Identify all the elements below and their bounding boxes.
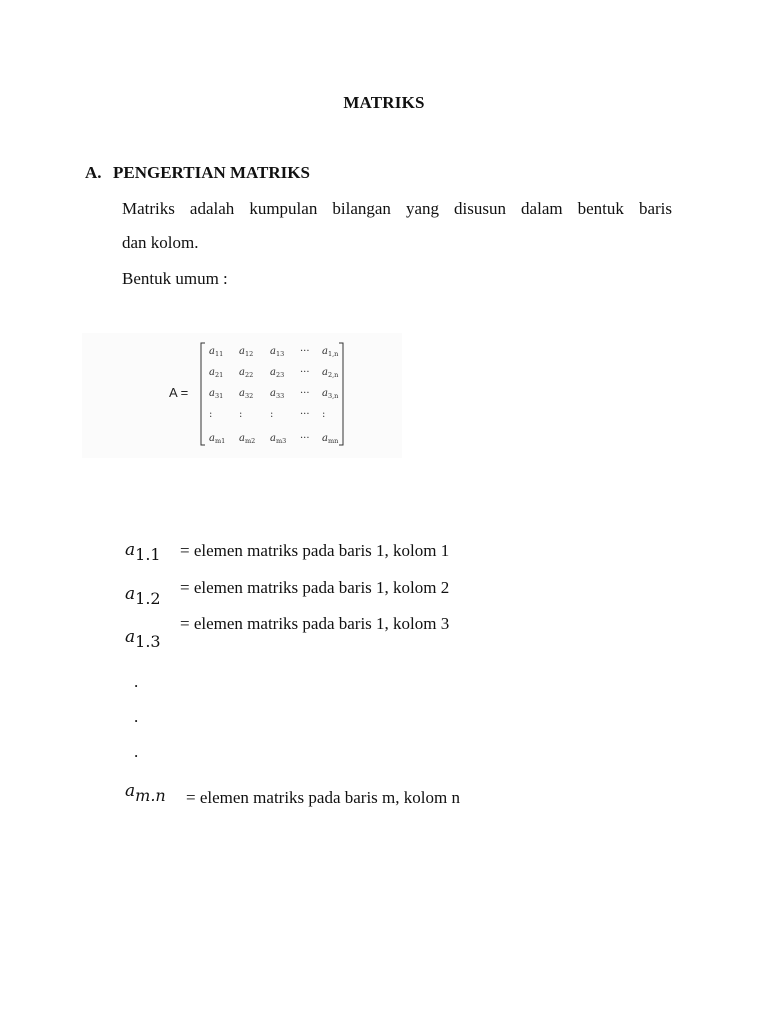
ellipsis-dot: . (134, 742, 139, 761)
matrix-cell-base: a (239, 433, 245, 444)
matrix-cell-base: a (270, 433, 276, 444)
matrix-cell (239, 388, 253, 400)
matrix-cell-base: a (322, 367, 328, 378)
element-description-m-n: = elemen matriks pada baris m, kolom n (186, 788, 460, 807)
matrix-cell (322, 367, 338, 379)
matrix-cell (322, 409, 325, 420)
matrix-cell-base: : (322, 409, 326, 420)
general-form-label: Bentuk umum : (122, 269, 228, 288)
matrix-cell-subscript: m3 (275, 437, 287, 445)
matrix-cell-subscript: 3,n (327, 392, 339, 400)
matrix-cell-subscript: 22 (244, 371, 254, 379)
definition-line-1: Matriks adalah kumpulan bilangan yang disusun dalam bentuk baris (122, 199, 672, 218)
matrix-cell-base: ··· (300, 388, 310, 399)
matrix-cell (300, 367, 310, 378)
element-symbol-1-3: a1.3 (125, 627, 161, 651)
matrix-cell-base: a (209, 367, 215, 378)
page-title: MATRIKS (343, 93, 425, 112)
matrix-cell (270, 346, 284, 358)
matrix-cell-subscript: 13 (275, 350, 285, 358)
matrix-cell-base: ··· (300, 346, 310, 357)
matrix-cell (322, 433, 338, 445)
matrix-cell (239, 433, 255, 445)
matrix-cell-subscript: 1,n (327, 350, 339, 358)
matrix-cell-base: a (239, 346, 245, 357)
matrix-cell (209, 346, 223, 358)
matrix-cell-base: a (239, 388, 245, 399)
matrix-cell (270, 433, 286, 445)
matrix-cell (270, 388, 284, 400)
matrix-cell-subscript: 33 (275, 392, 285, 400)
matrix-cell-base: a (209, 346, 215, 357)
matrix-cell-base: a (270, 367, 276, 378)
matrix-cell-base: ··· (300, 409, 310, 420)
matrix-figure (82, 333, 402, 458)
matrix-cell (322, 388, 338, 400)
matrix-cell-base: a (322, 346, 328, 357)
element-description-1-3: = elemen matriks pada baris 1, kolom 3 (180, 614, 450, 633)
matrix-cell-base: a (270, 388, 276, 399)
matrix-cell-base: : (239, 409, 243, 420)
matrix-cell-base: a (322, 388, 328, 399)
matrix-cell (209, 433, 225, 445)
matrix-cell (322, 346, 338, 358)
matrix-cell (270, 409, 273, 420)
matrix-cell-base: : (209, 409, 213, 420)
ellipsis-dot: . (134, 672, 139, 691)
definition-line-2: dan kolom. (122, 233, 199, 252)
matrix-cell-base: a (209, 433, 215, 444)
matrix-cell-base: ··· (300, 367, 310, 378)
matrix-cell-subscript: 32 (244, 392, 254, 400)
element-description-1-1: = elemen matriks pada baris 1, kolom 1 (180, 541, 450, 560)
right-bracket (339, 343, 343, 445)
matrix-cell-subscript: m2 (244, 437, 256, 445)
matrix-cell-base: ··· (300, 433, 310, 444)
element-symbol-m-n: am.n (125, 781, 166, 805)
matrix-cell-subscript: 11 (214, 350, 224, 358)
matrix-cell (270, 367, 284, 379)
matrix-cell-subscript: 2,n (327, 371, 339, 379)
element-description-1-2: = elemen matriks pada baris 1, kolom 2 (180, 578, 450, 597)
matrix-cell (300, 388, 310, 399)
matrix-cell-subscript: 12 (244, 350, 254, 358)
matrix-cell (300, 346, 310, 357)
matrix-label: A = (169, 385, 189, 400)
matrix-cell-subscript: 21 (214, 371, 224, 379)
element-symbol-1-2: a1.2 (125, 584, 161, 608)
matrix-cell (239, 409, 242, 420)
matrix-cell (300, 433, 310, 444)
matrix-cell-base: a (209, 388, 215, 399)
section-heading (85, 163, 310, 183)
matrix-cell-subscript: 23 (275, 371, 285, 379)
matrix-cell (300, 409, 310, 420)
matrix-cell-subscript: m1 (214, 437, 226, 445)
matrix-cell-subscript: mn (327, 437, 339, 445)
matrix-cell-base: : (270, 409, 274, 420)
ellipsis-dot: . (134, 707, 139, 726)
matrix-cell-subscript: 31 (214, 392, 224, 400)
matrix-cell (209, 388, 223, 400)
matrix-cell-base: a (322, 433, 328, 444)
matrix-cell (209, 367, 223, 379)
section-heading-text: PENGERTIAN MATRIKS (113, 163, 310, 182)
left-bracket (201, 343, 205, 445)
matrix-cell-base: a (239, 367, 245, 378)
matrix-cell (239, 346, 253, 358)
section-number: A. (85, 163, 102, 182)
element-symbol-1-1: a1.1 (125, 540, 161, 564)
matrix-cell (239, 367, 253, 379)
general-matrix (82, 333, 402, 458)
matrix-cells (209, 346, 338, 445)
matrix-cell (209, 409, 212, 420)
matrix-cell-base: a (270, 346, 276, 357)
